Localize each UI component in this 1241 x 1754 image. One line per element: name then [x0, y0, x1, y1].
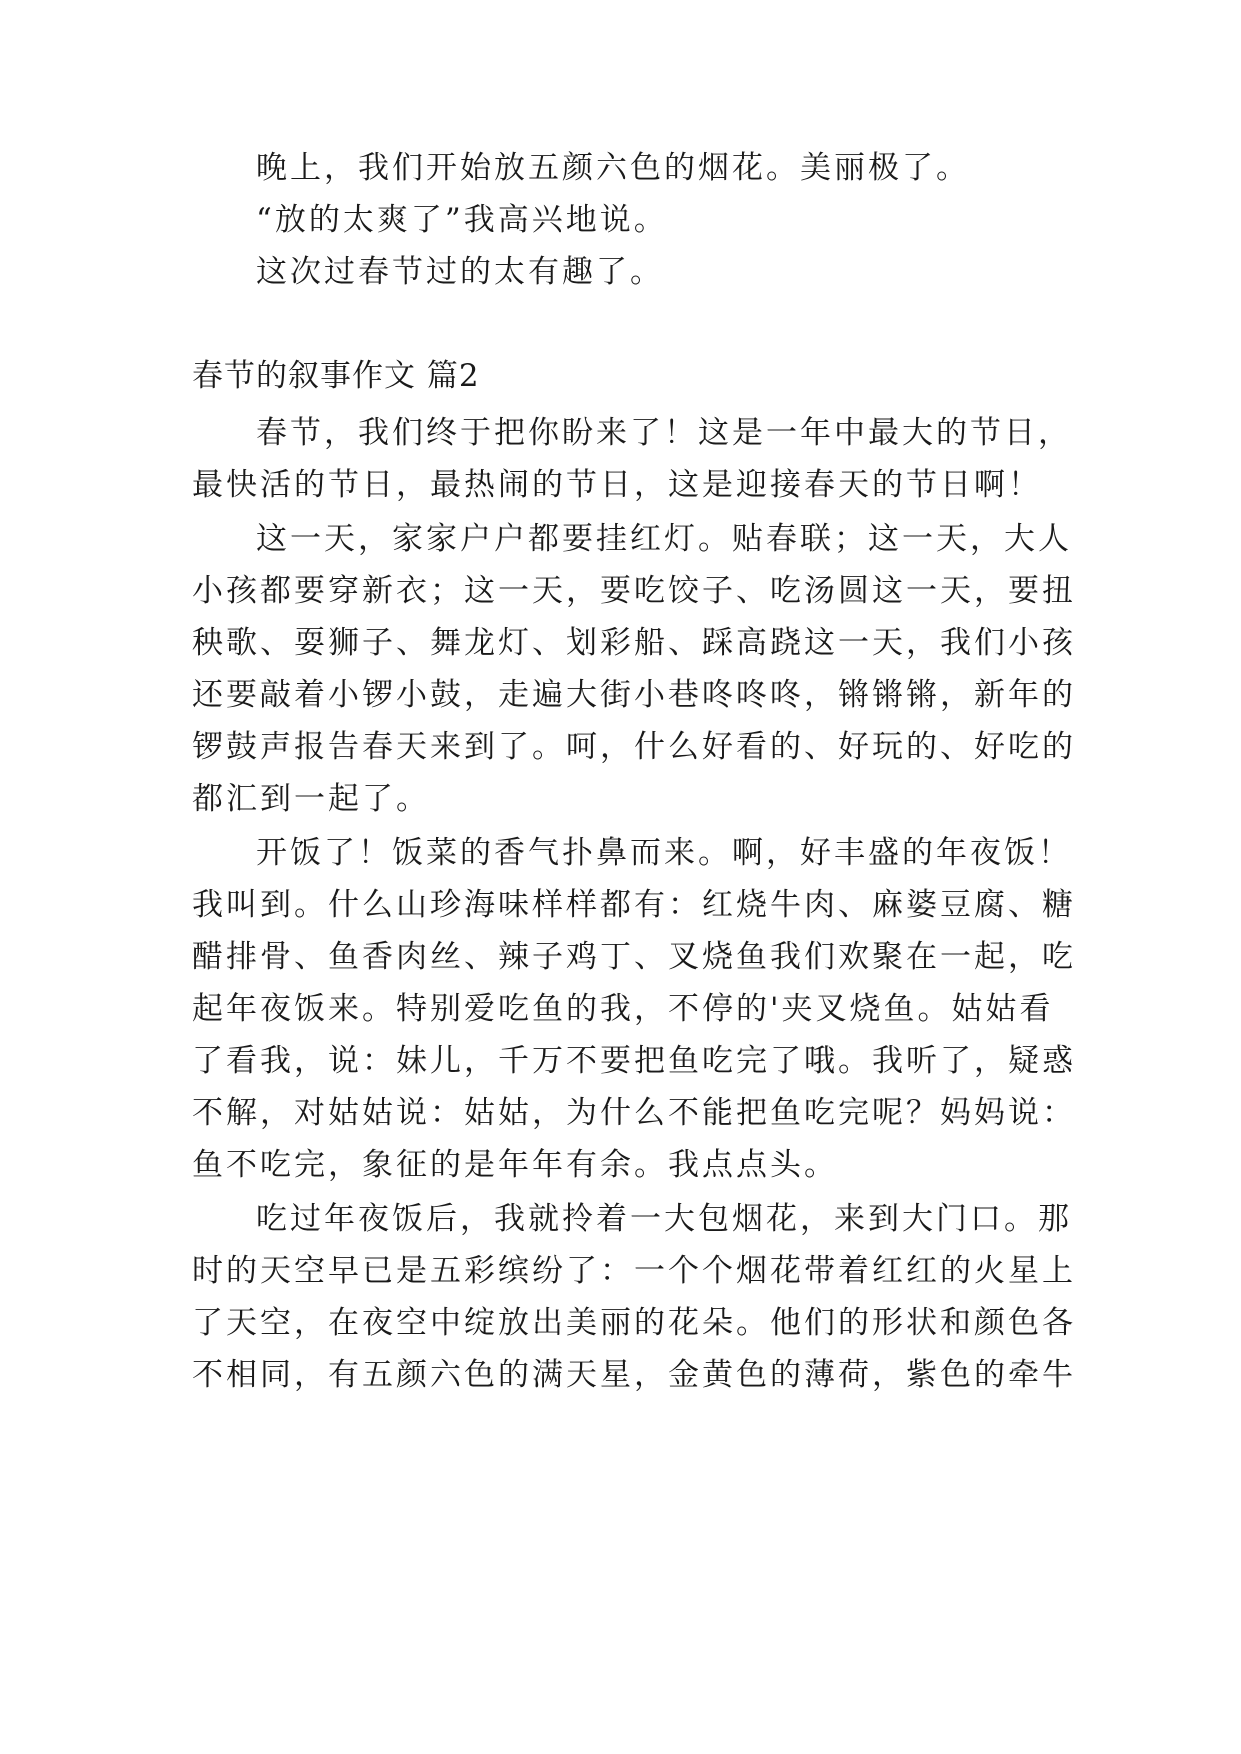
- paragraph-line: 这次过春节过的太有趣了。: [256, 254, 664, 290]
- paragraph-line: 鱼不吃完，象征的是年年有余。我点点头。: [192, 1147, 838, 1183]
- paragraph-line: 吃过年夜饭后，我就拎着一大包烟花，来到大门口。那: [256, 1201, 1072, 1237]
- paragraph-line: 小孩都要穿新衣；这一天，要吃饺子、吃汤圆这一天，要扭: [192, 573, 1076, 609]
- paragraph-line: 醋排骨、鱼香肉丝、辣子鸡丁、叉烧鱼我们欢聚在一起，吃: [192, 939, 1076, 975]
- paragraph-line: 都汇到一起了。: [192, 781, 430, 817]
- paragraph-line: 这一天，家家户户都要挂红灯。贴春联；这一天，大人: [256, 521, 1072, 557]
- paragraph-line: 秧歌、耍狮子、舞龙灯、划彩船、踩高跷这一天，我们小孩: [192, 625, 1076, 661]
- paragraph-line: 春节，我们终于把你盼来了！这是一年中最大的节日，: [256, 415, 1072, 451]
- paragraph-line: “放的太爽了”我高兴地说。: [256, 202, 668, 238]
- paragraph-line: 起年夜饭来。特别爱吃鱼的我，不停的'夹叉烧鱼。姑姑看: [192, 991, 1054, 1027]
- paragraph-line: 锣鼓声报告春天来到了。呵，什么好看的、好玩的、好吃的: [192, 729, 1076, 765]
- paragraph-line: 还要敲着小锣小鼓，走遍大街小巷咚咚咚，锵锵锵，新年的: [192, 677, 1076, 713]
- paragraph-line: 最快活的节日，最热闹的节日，这是迎接春天的节日啊！: [192, 467, 1042, 503]
- paragraph-line: 我叫到。什么山珍海味样样都有：红烧牛肉、麻婆豆腐、糖: [192, 887, 1076, 923]
- paragraph-line: 不解，对姑姑说：姑姑，为什么不能把鱼吃完呢？妈妈说：: [192, 1095, 1076, 1131]
- paragraph-line: 不相同，有五颜六色的满天星，金黄色的薄荷，紫色的牵牛: [192, 1357, 1076, 1393]
- paragraph-line: 了天空，在夜空中绽放出美丽的花朵。他们的形状和颜色各: [192, 1305, 1076, 1341]
- paragraph-line: 了看我，说：妹儿，千万不要把鱼吃完了哦。我听了，疑惑: [192, 1043, 1076, 1079]
- paragraph-line: 时的天空早已是五彩缤纷了：一个个烟花带着红红的火星上: [192, 1253, 1076, 1289]
- paragraph-line: 开饭了！饭菜的香气扑鼻而来。啊，好丰盛的年夜饭！: [256, 835, 1072, 871]
- section-title: 春节的叙事作文 篇2: [192, 358, 480, 394]
- paragraph-line: 晚上，我们开始放五颜六色的烟花。美丽极了。: [256, 150, 970, 186]
